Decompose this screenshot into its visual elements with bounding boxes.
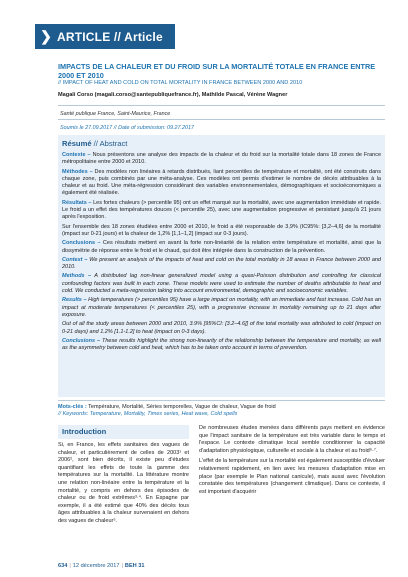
abstract-box (58, 135, 385, 397)
journal-issue: BEH 31 (124, 563, 145, 569)
paragraph-text: High temperatures (> percentiles 95) have a large impact on mortality, with an immediate and fast increase. Cold has an impact at moderate temperatures (< percentiles 25), with a progressive increase in mortality remaining up to 21 days after exposure. (62, 297, 381, 318)
section-keyword: Methods – (62, 273, 92, 280)
page-footer (58, 563, 145, 569)
paragraph-text: These results highlight the strong non-linearity of the relationship between the temperature and mortality, as well as the asymmetry between cold and heat, which has to be taken onto account in terms of prevention. (62, 337, 381, 352)
affiliation: Santé publique France, Saint-Maurice, France (60, 111, 171, 117)
abstract-heading-en: // Abstract (91, 139, 128, 148)
section-keyword: Results – (62, 297, 87, 304)
body-column-right (199, 425, 385, 499)
paragraph-text: We present an analysis of the impacts of heat and cold on the total mortality in 18 areas in France between 2000 and 2010. (62, 256, 381, 271)
keywords-fr (58, 404, 385, 411)
article-title: IMPACTS DE LA CHALEUR ET DU FROID SUR LA MORTALITÉ TOTALE EN FRANCE ENTRE 2000 ET 2010 (58, 62, 376, 80)
paragraph-text: Sur l'ensemble des 18 zones étudiées entre 2000 et 2010, le froid a été responsable de 3,9% (IC95%: [3,2–4,6] de la mortalité (impact sur 0-21 jours) et la chaleur de 1,2% [1,1–1,2] (impact sur 0-3 jours). (62, 223, 381, 237)
keywords-list: Temperature, Mortality, Times series, Heat wave, Cold spells (88, 411, 238, 418)
chevron-right-icon: ❯ (40, 28, 52, 44)
abstract-en-results-2 (62, 321, 381, 336)
divider (58, 105, 385, 106)
abstract-fr-conclusions (62, 240, 381, 255)
section-keyword: Conclusions – (62, 240, 101, 247)
section-keyword: Contexte – (62, 152, 91, 158)
page-number: 634 (58, 563, 68, 569)
separator: | (121, 563, 123, 569)
paragraph-text: Ces résultats mettent en avant la forte non-linéarité de la relation entre température et mortalité, ainsi que la dissymétrie de réponse entre le froid et le chaud, qui doit être intégrée dans la construction de la prévention. (62, 240, 381, 254)
issue-date: 12 décembre 2017 (72, 563, 120, 569)
body-column-left (58, 442, 189, 529)
paragraph-text: Nous présentons une analyse des impacts de la chaleur et du froid sur la mortalité totale dans 18 zones de France métropolitaine entre 2000 et 2010. (62, 152, 382, 166)
paragraph: Si, en France, les effets sanitaires des vagues de chaleur, et particulièrement de celles de 2003¹ et 2006², sont bien décrits, il existe peu d'études quantifiant les effets de toute la gamme des températures sur la mortalité. La littérature montre une relation non-linéaire entre la température et la mortalité, y compris en dehors des épisodes de chaleur ou de froid extrêmes³·⁴. En Espagne par exemple, il a été estimé que 40% des décès tous âges attribuables à la chaleur survenaient en dehors des vagues de chaleur⁵. (58, 442, 189, 524)
submission-date: Soumis le 27.09.2017 // Date of submission: 09.27.2017 (60, 125, 194, 131)
keywords-label: Mots-clés : (58, 404, 87, 410)
abstract-fr-results-2 (62, 224, 381, 239)
keywords-list: Température, Mortalité, Séries temporelles, Vague de chaleur, Vague de froid (86, 404, 276, 410)
paragraph: De nombreuses études menées dans différents pays mettent en évidence que l'impact sanitaire de la température est très variable dans le temps et l'espace. Le contexte climatique local semble conditionner la capacité d'adaptation physiologique, culturelle et sociale à la chaleur et au froid⁶·⁷. (199, 425, 385, 454)
paragraph: L'effet de la température sur la mortalité est également susceptible d'évoluer relativement rapidement, en lien avec les mesures d'adaptation mise en place (par exemple le Plan national canicule), mais aussi avec l'évolution constatée des températures (changement climatique). Dans ce contexte, il est important d'acquérir (199, 458, 385, 495)
section-keyword: Conclusions – (62, 337, 101, 344)
section-keyword: Résultats – (62, 199, 92, 206)
abstract-fr-methods (62, 169, 381, 198)
paragraph-text: A distributed lag non-linear generalized model using a quasi-Poisson distribution and controlling for classical confounding factors was built in each zone. These models were used to estimate the number of deaths attributable to heat and cold. We conducted a meta-regression taking into account environmental, demographic and socioeconomic variables. (62, 273, 381, 295)
keywords-en (58, 411, 385, 418)
abstract-en-conclusions (62, 338, 381, 353)
abstract-fr-results (62, 200, 381, 222)
divider (58, 400, 385, 401)
abstract-en-methods (62, 273, 381, 295)
abstract-heading (62, 139, 127, 148)
separator: | (69, 563, 71, 569)
divider (58, 119, 385, 120)
section-keyword: Méthodes – (62, 168, 93, 175)
article-subtitle: // IMPACT OF HEAT AND COLD ON TOTAL MORTALITY IN FRANCE BETWEEN 2000 AND 2010 (58, 80, 303, 86)
intro-heading-box (58, 425, 189, 439)
paragraph-text: Out of all the study areas between 2000 and 2010, 3.9% [95%CI: [3.2–4.6]] of the total mortality was attributed to cold (impact on 0-21 days) and 1.2% [1.1-1.2] to heat (impact on 0-3 days). (62, 321, 381, 335)
authors: Magali Corso (magali.corso@santepubliquefrance.fr), Mathilde Pascal, Vérène Wagner (58, 92, 288, 98)
keywords-label: // Keywords: (58, 411, 89, 418)
banner-label: ARTICLE // Article (57, 29, 163, 44)
abstract-fr-context (62, 152, 381, 167)
section-heading: Introduction (62, 427, 107, 436)
section-keyword: Context – (62, 256, 88, 263)
abstract-body (62, 152, 381, 354)
paragraph-text: Des modèles non linéaires à retards distribués, liant percentiles de température et mortalité, ont été construits dans chaque zone, puis combinés par une méta-analyse. Ces modèles ont permis d'estimer le nombre de décès attribuables à la chaleur et au froid. Une méta-régression considérant des variables environnementales, démographiques et socioéconomiques a également été réalisée. (62, 168, 381, 197)
abstract-heading-main: Résumé (62, 139, 92, 148)
abstract-en-context (62, 257, 381, 272)
abstract-en-results (62, 297, 381, 319)
article-banner (35, 24, 175, 49)
keywords (58, 404, 385, 419)
paragraph-text: Les fortes chaleurs (> percentile 95) ont un effet marqué sur la mortalité, avec une augmentation immédiate et rapide. Le froid a un effet des températures douces (< percentile 25), avec une augmentation progressive et persistant jusqu'à 21 jours après l'exposition. (62, 199, 381, 221)
